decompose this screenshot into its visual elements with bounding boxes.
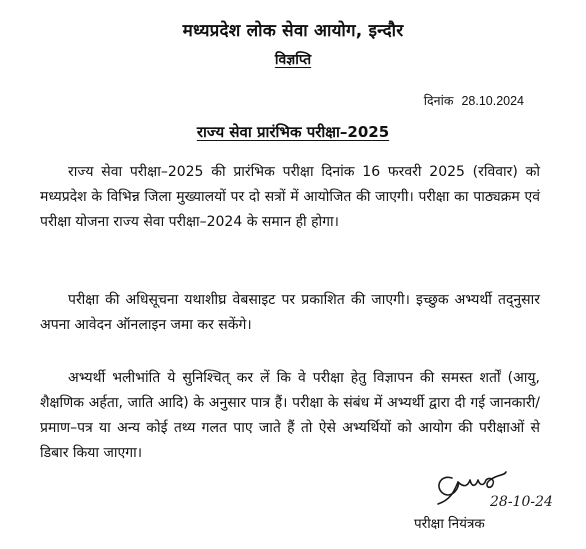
- date-label: दिनांक: [423, 93, 454, 108]
- paragraph-exam-date: राज्य सेवा परीक्षा–2025 की प्रारंभिक परीक्षा दिनांक 16 फरवरी 2025 (रविवार) को मध्यप्रदेश के विभिन्न जिला मुख्यालयों पर दो सत्रों में आयोजित की जाएगी। परीक्षा का पाठ्यक्रम एवं परीक्षा योजना राज्य सेवा परीक्षा–2024 के समान ही होगा।: [40, 164, 540, 230]
- notice-heading-text: विज्ञप्ति: [274, 52, 312, 68]
- organization-title: मध्यप्रदेश लोक सेवा आयोग, इन्दौर: [182, 21, 404, 41]
- subject-heading: [0, 122, 586, 142]
- subject-text: राज्य सेवा प्रारंभिक परीक्षा–2025: [196, 123, 390, 141]
- notice-date: [424, 92, 524, 109]
- date-value: 28.10.2024: [461, 94, 524, 108]
- signature-date: 28-10-24: [490, 494, 553, 510]
- signature-tail: [438, 482, 458, 504]
- paragraph-eligibility: अभ्यर्थी भलीभांति ये सुनिश्चित् कर लें कि वे परीक्षा हेतु विज्ञापन की समस्त शर्तों (आयु, शैक्षणिक अर्हता, जाति आदि) के अनुसार पात्र हैं। परीक्षा के संबंध में अभ्यर्थी द्वारा दी गई जानकारी/प्रमाण–पत्र या अन्य कोई तथ्य गलत पाए जाते हैं तो ऐसे अभ्यर्थियों को आयोग की परीक्षाओं से डिबार किया जाएगा।: [40, 370, 540, 461]
- notice-heading: [0, 50, 586, 69]
- signatory-title: परीक्षा नियंत्रक: [414, 516, 485, 532]
- signature-scrawl: [439, 472, 506, 495]
- paragraph-notification: परीक्षा की अधिसूचना यथाशीघ्र वेबसाइट पर प्रकाशित की जाएगी। इच्छुक अभ्यर्थी तद्नुसार अपना आवेदन ऑनलाइन जमा कर सकेंगे।: [40, 292, 540, 333]
- handwritten-signature: [430, 462, 560, 512]
